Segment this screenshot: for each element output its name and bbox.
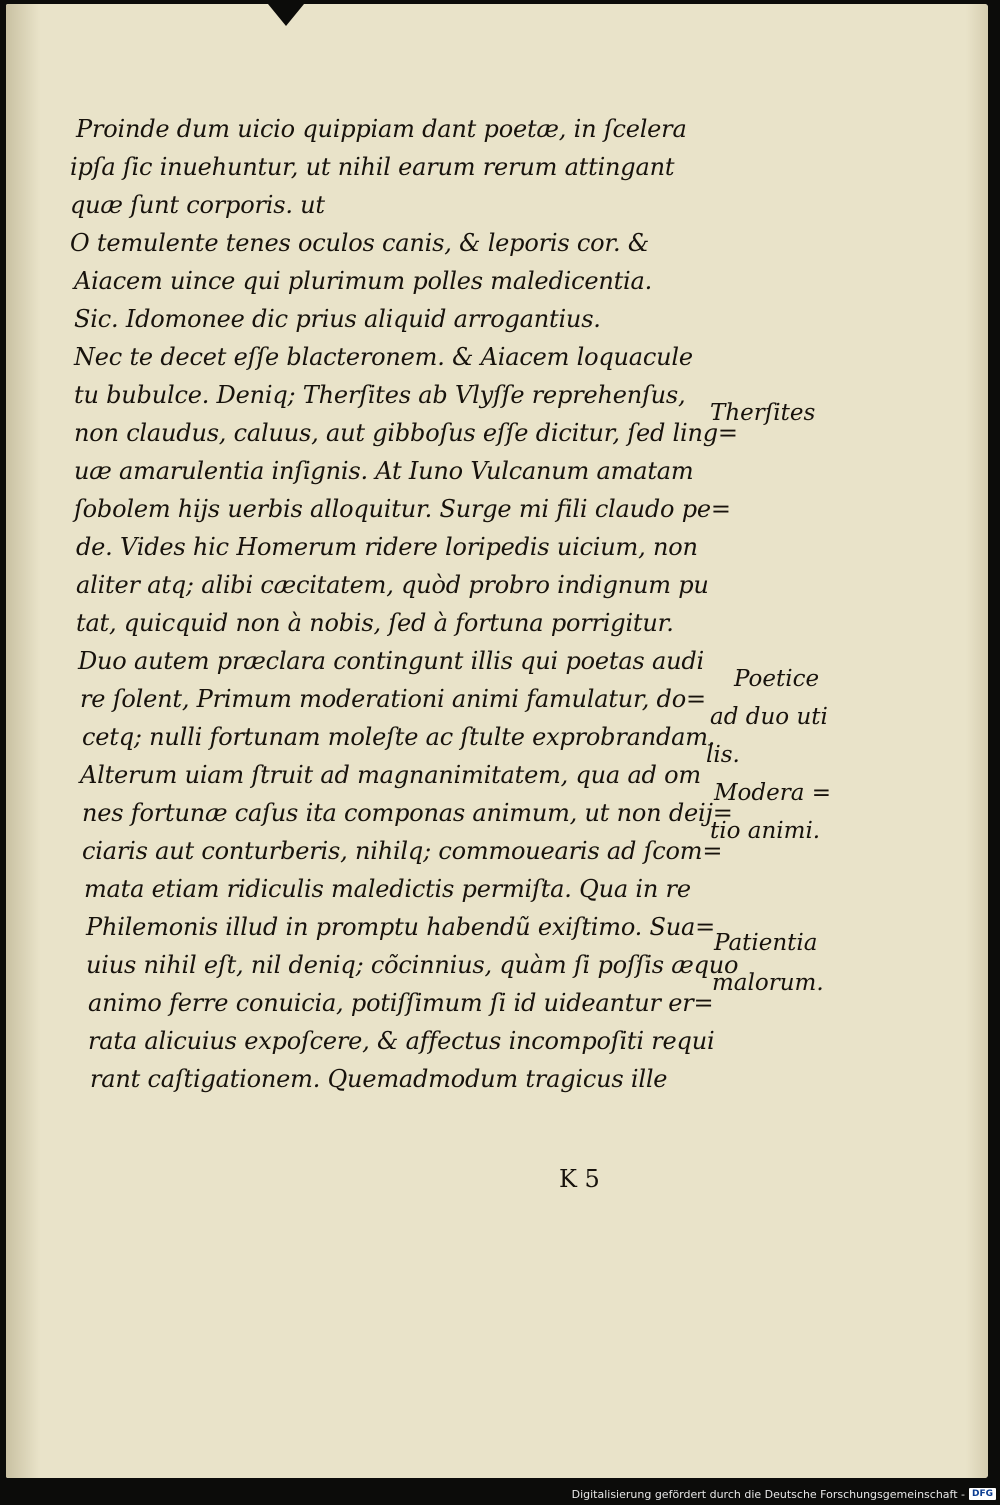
text-line: Aiacem uince qui plurimum polles maledicentia. <box>74 267 653 295</box>
text-line: tat, quicquid non à nobis, ſed à fortuna porrigitur. <box>76 609 674 637</box>
text-line: uius nihil eſt, nil deniq; cõcinnius, quàm ſi poſſis æquo <box>86 951 739 979</box>
signature-mark: K 5 <box>559 1165 600 1193</box>
text-line: ipſa ſic inuehuntur, ut nihil earum rerum attingant <box>70 153 675 181</box>
text-line: Philemonis illud in promptu habendũ exiſtimo. Sua= <box>86 913 716 941</box>
text-line: ciaris aut conturberis, nihilq; commouearis ad ſcom= <box>82 837 723 865</box>
margin-note: Therſites <box>710 400 816 426</box>
funding-credit-text: Digitalisierung gefördert durch die Deutsche Forschungsgemeinschaft - <box>571 1487 965 1501</box>
text-line: rant caſtigationem. Quemadmodum tragicus ille <box>90 1065 668 1093</box>
text-line: tu bubulce. Deniq; Therſites ab Vlyſſe reprehenſus, <box>74 381 686 409</box>
margin-note: ad duo uti <box>710 704 828 730</box>
text-line: de. Vides hic Homerum ridere loripedis uicium, non <box>76 533 698 561</box>
text-line: Alterum uiam ſtruit ad magnanimitatem, qua ad om <box>80 761 701 789</box>
text-line: Proinde dum uicio quippiam dant poetæ, in ſcelera <box>76 115 687 143</box>
margin-note: Patientia <box>714 930 818 956</box>
gutter-shadow <box>6 4 40 1478</box>
page-tab-notch <box>268 4 304 26</box>
text-line: uæ amarulentia inſignis. At Iuno Vulcanum amatam <box>74 457 694 485</box>
text-line: non claudus, caluus, aut gibboſus eſſe dicitur, ſed ling= <box>74 419 738 447</box>
text-line: re ſolent, Primum moderationi animi famulatur, do= <box>80 685 706 713</box>
funding-credit <box>572 1485 996 1503</box>
text-line: mata etiam ridiculis maledictis permiſta. Qua in re <box>84 875 691 903</box>
margin-note: tio animi. <box>710 818 821 844</box>
text-line: nes fortunæ caſus ita componas animum, ut non deij= <box>82 799 733 827</box>
text-line: Sic. Idomonee dic prius aliquid arrogantius. <box>74 305 601 333</box>
text-line: Duo autem præclara contingunt illis qui poetas audi <box>78 647 704 675</box>
text-line: Nec te decet eſſe blacteronem. & Aiacem loquacule <box>74 343 693 371</box>
text-line: ſobolem hijs uerbis alloquitur. Surge mi fili claudo pe= <box>74 495 731 523</box>
text-line: cetq; nulli fortunam moleſte ac ſtulte exprobrandam. <box>82 723 716 751</box>
margin-note: lis. <box>706 742 740 768</box>
text-line: rata alicuius expoſcere, & affectus incompoſiti requi <box>88 1027 715 1055</box>
dfg-logo-icon: DFG <box>969 1488 996 1500</box>
text-line: O temulente tenes oculos canis, & leporis cor. & <box>70 229 650 257</box>
book-page <box>6 4 988 1478</box>
text-line: aliter atq; alibi cæcitatem, quòd probro indignum pu <box>76 571 709 599</box>
page-edge-shadow <box>966 4 988 1478</box>
text-line: quæ ſunt corporis. ut <box>70 191 325 219</box>
margin-note: malorum. <box>712 970 824 996</box>
margin-note: Poetice <box>734 666 820 692</box>
margin-note: Modera = <box>714 780 832 806</box>
text-line: animo ferre conuicia, potiſſimum ſi id uideantur er= <box>88 989 714 1017</box>
